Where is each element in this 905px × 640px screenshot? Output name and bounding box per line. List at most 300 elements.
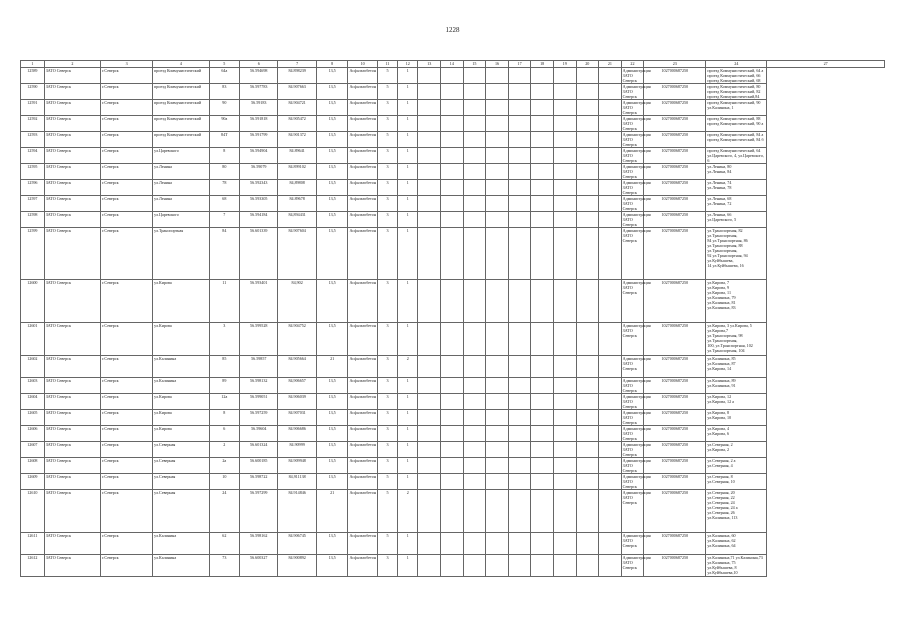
cell-street: ул.Кирова: [153, 426, 209, 442]
cell-empty: [531, 533, 554, 555]
cell-street: ул.Кирова: [153, 280, 209, 323]
cell-empty: [599, 426, 622, 442]
cell-served-addresses: ул.Кирова, 4 ул.Кирова, 6: [706, 426, 767, 442]
cell-empty: [553, 442, 576, 458]
cell-area: 13,5: [316, 442, 348, 458]
cell-area: 13,5: [316, 410, 348, 426]
cell-column-12: 2: [398, 490, 418, 533]
cell-row-id: 12592: [21, 116, 45, 132]
cell-ogrn: 1027000687250: [644, 164, 706, 180]
cell-empty: [418, 280, 441, 323]
cell-street: проезд Коммунистический: [153, 116, 209, 132]
cell-ogrn: 1027000687250: [644, 394, 706, 410]
cell-ogrn: 1027000687250: [644, 196, 706, 212]
col-header: 19: [553, 61, 576, 68]
cell-city: г.Северск: [101, 394, 153, 410]
cell-empty: [531, 164, 554, 180]
cell-row-id: 12603: [21, 378, 45, 394]
cell-city: г.Северск: [101, 196, 153, 212]
cell-ogrn: 1027000687250: [644, 100, 706, 116]
cell-empty: [418, 490, 441, 533]
cell-city: г.Северск: [101, 100, 153, 116]
cell-empty: [576, 474, 599, 490]
cell-empty: [576, 164, 599, 180]
cell-city: г.Северск: [101, 458, 153, 474]
cell-city: г.Северск: [101, 164, 153, 180]
cell-longitude: 84.907031: [278, 410, 316, 426]
cell-city: г.Северск: [101, 442, 153, 458]
cell-empty: [576, 100, 599, 116]
cell-municipality: ЗАТО Северск: [44, 212, 100, 228]
cell-empty: [531, 490, 554, 533]
cell-column-12: 1: [398, 280, 418, 323]
cell-empty: [508, 490, 531, 533]
cell-municipality: ЗАТО Северск: [44, 490, 100, 533]
cell-empty: [553, 555, 576, 577]
cell-street: ул.Северная: [153, 442, 209, 458]
cell-empty: [463, 280, 486, 323]
cell-longitude: 84.906039: [278, 394, 316, 410]
table-row: [21, 180, 885, 196]
cell-empty: [576, 148, 599, 164]
cell-container-count: 3: [377, 180, 397, 196]
cell-column-12: 1: [398, 410, 418, 426]
cell-column-12: 1: [398, 394, 418, 410]
cell-street: проезд Коммунистический: [153, 100, 209, 116]
cell-empty: [486, 180, 509, 196]
cell-latitude: 56.598162: [240, 533, 278, 555]
cell-empty: [553, 426, 576, 442]
cell-empty: [576, 378, 599, 394]
cell-municipality: ЗАТО Северск: [44, 100, 100, 116]
cell-empty: [463, 180, 486, 196]
table-row: [21, 394, 885, 410]
table-row: [21, 323, 885, 356]
cell-column-12: 1: [398, 132, 418, 148]
cell-longitude: 84.909948: [278, 458, 316, 474]
cell-column-12: 1: [398, 555, 418, 577]
cell-empty: [486, 356, 509, 378]
cell-empty: [576, 410, 599, 426]
cell-container-count: 5: [377, 490, 397, 533]
cell-empty: [599, 378, 622, 394]
cell-surface-type: Асфальтобетон: [348, 356, 377, 378]
cell-empty: [441, 68, 464, 84]
cell-longitude: 84,906657: [278, 378, 316, 394]
cell-empty: [441, 164, 464, 180]
col-header: 18: [531, 61, 554, 68]
cell-surface-type: Асфальтобетон: [348, 426, 377, 442]
cell-empty: [508, 212, 531, 228]
cell-empty: [441, 323, 464, 356]
cell-house-number: 2а: [209, 458, 239, 474]
cell-empty: [553, 378, 576, 394]
cell-column-12: 2: [398, 356, 418, 378]
cell-municipality: ЗАТО Северск: [44, 148, 100, 164]
cell-empty: [508, 426, 531, 442]
cell-empty: [531, 442, 554, 458]
cell-longitude: 84.904721: [278, 100, 316, 116]
cell-empty: [486, 196, 509, 212]
cell-empty: [531, 323, 554, 356]
cell-ogrn: 1027000687250: [644, 116, 706, 132]
cell-city: г.Северск: [101, 490, 153, 533]
cell-house-number: 68: [209, 196, 239, 212]
cell-empty: [418, 394, 441, 410]
col-header: 12: [398, 61, 418, 68]
cell-latitude: 56.593401: [240, 280, 278, 323]
cell-area: 13,5: [316, 533, 348, 555]
cell-empty: [463, 132, 486, 148]
cell-house-number: 90a: [209, 116, 239, 132]
cell-surface-type: Асфальтобетон: [348, 196, 377, 212]
cell-house-number: 85: [209, 356, 239, 378]
cell-area: 21: [316, 490, 348, 533]
cell-latitude: 56.597299: [240, 490, 278, 533]
table-row: [21, 196, 885, 212]
cell-empty: [531, 228, 554, 280]
cell-container-count: 5: [377, 132, 397, 148]
cell-row-id: 12590: [21, 84, 45, 100]
cell-latitude: 56.598132: [240, 378, 278, 394]
register-table: [20, 60, 885, 577]
cell-house-number: 80: [209, 164, 239, 180]
cell-empty: [486, 394, 509, 410]
cell-empty: [508, 84, 531, 100]
table-row: [21, 280, 885, 323]
cell-street: ул.Северная: [153, 458, 209, 474]
cell-row-id: 12589: [21, 68, 45, 84]
cell-empty: [576, 68, 599, 84]
cell-column-12: 1: [398, 212, 418, 228]
cell-empty: [418, 426, 441, 442]
cell-empty: [553, 533, 576, 555]
cell-empty: [553, 148, 576, 164]
cell-empty: [463, 68, 486, 84]
cell-container-count: 3: [377, 100, 397, 116]
cell-latitude: 56.597783: [240, 84, 278, 100]
cell-empty: [463, 555, 486, 577]
table-row: [21, 84, 885, 100]
col-header: 20: [576, 61, 599, 68]
cell-served-addresses: ул.Кирова, 7 ул.Кирова, 9 ул.Кирова, 11 ул.Калинина, 79 ул.Калинина, 81 ул.Калинина, 83: [706, 280, 767, 323]
cell-row-id: 12599: [21, 228, 45, 280]
cell-row-id: 12607: [21, 442, 45, 458]
cell-row-id: 12611: [21, 533, 45, 555]
cell-column-12: 1: [398, 378, 418, 394]
cell-empty: [576, 533, 599, 555]
cell-row-id: 12605: [21, 410, 45, 426]
cell-empty: [599, 474, 622, 490]
cell-empty: [463, 148, 486, 164]
table-row: [21, 410, 885, 426]
cell-street: ул.Ленина: [153, 180, 209, 196]
cell-city: г.Северск: [101, 84, 153, 100]
cell-empty: [553, 394, 576, 410]
table-row: [21, 490, 885, 533]
cell-empty: [576, 212, 599, 228]
cell-empty: [508, 555, 531, 577]
cell-area: 13,5: [316, 180, 348, 196]
cell-house-number: 7: [209, 212, 239, 228]
cell-served-addresses: ул.Кирова, 3 ул.Кирова, 5 ул.Кирова,7 ул.Транспортная, 98 ул.Транспортная, 100, ул.Транспортная, 102 ул.Транспортная, 104: [706, 323, 767, 356]
cell-municipality: ЗАТО Северск: [44, 394, 100, 410]
cell-house-number: 78: [209, 180, 239, 196]
table-row: [21, 555, 885, 577]
cell-empty: [486, 426, 509, 442]
col-header: 11: [377, 61, 397, 68]
cell-municipality: ЗАТО Северск: [44, 378, 100, 394]
cell-empty: [418, 356, 441, 378]
cell-house-number: 24: [209, 490, 239, 533]
cell-empty: [463, 490, 486, 533]
cell-row-id: 12610: [21, 490, 45, 533]
cell-city: г.Северск: [101, 180, 153, 196]
cell-served-addresses: ул.Северная, 8 ул.Северная, 10: [706, 474, 767, 490]
cell-organization: Администрация ЗАТО Северск: [622, 196, 651, 211]
table-row: [21, 116, 885, 132]
cell-surface-type: Асфальтобетон: [348, 533, 377, 555]
cell-latitude: 56.601324: [240, 442, 278, 458]
cell-organization: Администрация ЗАТО Северск: [622, 68, 651, 83]
cell-city: г.Северск: [101, 116, 153, 132]
cell-organization: Администрация ЗАТО Северск: [622, 458, 651, 473]
cell-empty: [508, 228, 531, 280]
table-row: [21, 442, 885, 458]
col-header: 24: [706, 61, 767, 68]
cell-street: ул.Транспортная: [153, 228, 209, 280]
table-row: [21, 378, 885, 394]
cell-container-count: 5: [377, 474, 397, 490]
cell-city: г.Северск: [101, 68, 153, 84]
cell-street: проезд Коммунистический: [153, 68, 209, 84]
cell-empty: [463, 84, 486, 100]
cell-house-number: 62: [209, 533, 239, 555]
cell-empty: [418, 180, 441, 196]
cell-latitude: 56.591799: [240, 132, 278, 148]
cell-empty: [531, 378, 554, 394]
cell-municipality: ЗАТО Северск: [44, 442, 100, 458]
cell-empty: [508, 100, 531, 116]
cell-street: ул.Кирова: [153, 323, 209, 356]
cell-municipality: ЗАТО Северск: [44, 84, 100, 100]
cell-empty: [463, 228, 486, 280]
cell-longitude: 84.901372: [278, 132, 316, 148]
cell-empty: [599, 533, 622, 555]
cell-street: проезд Коммунистический: [153, 132, 209, 148]
col-header: 23: [644, 61, 706, 68]
cell-longitude: 84.898239: [278, 68, 316, 84]
cell-served-addresses: ул.Калинина, 85 ул.Калинина, 87 ул.Кирова, 14: [706, 356, 767, 378]
cell-ogrn: 1027000687250: [644, 555, 706, 577]
cell-empty: [553, 410, 576, 426]
cell-column-12: 1: [398, 100, 418, 116]
cell-house-number: 73: [209, 555, 239, 577]
cell-empty: [508, 180, 531, 196]
cell-longitude: 84.90999: [278, 442, 316, 458]
cell-empty: [599, 442, 622, 458]
cell-empty: [531, 555, 554, 577]
table-body: [21, 68, 885, 577]
cell-empty: [553, 212, 576, 228]
cell-surface-type: Асфальтобетон: [348, 164, 377, 180]
cell-empty: [441, 132, 464, 148]
cell-empty: [599, 323, 622, 356]
cell-house-number: 64a: [209, 68, 239, 84]
cell-house-number: 84T: [209, 132, 239, 148]
cell-organization: Администрация ЗАТО Северск: [622, 84, 651, 99]
cell-municipality: ЗАТО Северск: [44, 458, 100, 474]
cell-empty: [418, 228, 441, 280]
cell-empty: [463, 116, 486, 132]
cell-surface-type: Асфальтобетон: [348, 458, 377, 474]
cell-empty: [486, 533, 509, 555]
cell-container-count: 5: [377, 533, 397, 555]
cell-empty: [599, 280, 622, 323]
cell-served-addresses: проезд Коммунистический, 64 ул.Царевского, 4, ул.Царевского, 6: [706, 148, 767, 164]
cell-longitude: 84.899102: [278, 164, 316, 180]
cell-city: г.Северск: [101, 356, 153, 378]
cell-row-id: 12597: [21, 196, 45, 212]
cell-empty: [531, 410, 554, 426]
cell-empty: [531, 148, 554, 164]
cell-container-count: 3: [377, 426, 397, 442]
cell-city: г.Северск: [101, 323, 153, 356]
cell-empty: [576, 490, 599, 533]
cell-column-12: 1: [398, 148, 418, 164]
cell-surface-type: Асфальтобетон: [348, 68, 377, 84]
cell-surface-type: Асфальтобетон: [348, 394, 377, 410]
cell-empty: [418, 442, 441, 458]
cell-organization: Администрация ЗАТО Северск: [622, 132, 651, 147]
cell-municipality: ЗАТО Северск: [44, 228, 100, 280]
cell-municipality: ЗАТО Северск: [44, 180, 100, 196]
cell-container-count: 3: [377, 148, 397, 164]
cell-organization: Администрация ЗАТО Северск: [622, 378, 651, 393]
header-row: [21, 61, 885, 68]
cell-house-number: 83: [209, 84, 239, 100]
cell-organization: Администрация ЗАТО Северск: [622, 474, 651, 489]
cell-organization: Администрация ЗАТО Северск: [622, 164, 651, 179]
cell-empty: [418, 84, 441, 100]
cell-row-id: 12609: [21, 474, 45, 490]
cell-house-number: 90: [209, 100, 239, 116]
cell-empty: [508, 378, 531, 394]
cell-empty: [531, 426, 554, 442]
col-header: 8: [316, 61, 348, 68]
cell-city: г.Северск: [101, 132, 153, 148]
table-row: [21, 148, 885, 164]
cell-row-id: 12593: [21, 132, 45, 148]
cell-longitude: 84.907663: [278, 84, 316, 100]
cell-municipality: ЗАТО Северск: [44, 116, 100, 132]
cell-empty: [418, 132, 441, 148]
cell-area: 13,5: [316, 323, 348, 356]
cell-empty: [599, 84, 622, 100]
cell-empty: [441, 490, 464, 533]
cell-empty: [463, 196, 486, 212]
cell-city: г.Северск: [101, 426, 153, 442]
cell-empty: [441, 533, 464, 555]
cell-area: 13,5: [316, 228, 348, 280]
cell-empty: [599, 180, 622, 196]
cell-empty: [486, 458, 509, 474]
cell-empty: [599, 212, 622, 228]
cell-empty: [531, 196, 554, 212]
cell-served-addresses: ул.Северная, 2 а ул.Северная, 4: [706, 458, 767, 474]
cell-municipality: ЗАТО Северск: [44, 474, 100, 490]
cell-empty: [441, 458, 464, 474]
cell-empty: [463, 474, 486, 490]
cell-empty: [553, 228, 576, 280]
cell-ogrn: 1027000687250: [644, 132, 706, 148]
cell-area: 13,5: [316, 100, 348, 116]
cell-city: г.Северск: [101, 280, 153, 323]
cell-column-12: 1: [398, 228, 418, 280]
cell-city: г.Северск: [101, 378, 153, 394]
cell-empty: [531, 280, 554, 323]
cell-empty: [463, 378, 486, 394]
cell-surface-type: Асфальтобетон: [348, 228, 377, 280]
cell-city: г.Северск: [101, 555, 153, 577]
cell-municipality: ЗАТО Северск: [44, 533, 100, 555]
cell-municipality: ЗАТО Северск: [44, 410, 100, 426]
col-header: 4: [153, 61, 209, 68]
cell-column-12: 1: [398, 84, 418, 100]
table-row: [21, 426, 885, 442]
cell-house-number: 89: [209, 378, 239, 394]
cell-ogrn: 1027000687250: [644, 410, 706, 426]
cell-area: 13,5: [316, 280, 348, 323]
cell-served-addresses: ул.Ленина, 74 ул.Ленина, 78: [706, 180, 767, 196]
cell-municipality: ЗАТО Северск: [44, 323, 100, 356]
table-row: [21, 100, 885, 116]
cell-latitude: 56.59857: [240, 356, 278, 378]
cell-row-id: 12598: [21, 212, 45, 228]
cell-empty: [508, 394, 531, 410]
cell-container-count: 3: [377, 280, 397, 323]
cell-area: 13,5: [316, 394, 348, 410]
cell-organization: Администрация ЗАТО Северск: [621, 555, 644, 577]
cell-empty: [576, 132, 599, 148]
cell-empty: [599, 164, 622, 180]
cell-city: г.Северск: [101, 228, 153, 280]
cell-municipality: ЗАТО Северск: [44, 196, 100, 212]
cell-empty: [599, 410, 622, 426]
cell-empty: [531, 212, 554, 228]
cell-empty: [441, 378, 464, 394]
cell-empty: [553, 84, 576, 100]
cell-house-number: 8: [209, 148, 239, 164]
cell-surface-type: Асфальтобетон: [348, 116, 377, 132]
cell-longitude: 84,911138: [278, 474, 316, 490]
cell-surface-type: Асфальтобетон: [348, 212, 377, 228]
cell-empty: [441, 280, 464, 323]
cell-empty: [463, 533, 486, 555]
cell-container-count: 5: [377, 68, 397, 84]
cell-latitude: 56.598722: [240, 474, 278, 490]
cell-empty: [576, 280, 599, 323]
cell-row-id: 12608: [21, 458, 45, 474]
cell-served-addresses: ул.Кирова, 8 ул.Кирова, 10: [706, 410, 767, 426]
cell-ogrn: 1027000687250: [644, 458, 706, 474]
cell-empty: [463, 458, 486, 474]
cell-empty: [418, 555, 441, 577]
cell-area: 13,5: [316, 196, 348, 212]
col-header: 14: [441, 61, 464, 68]
cell-latitude: 56.592343: [240, 180, 278, 196]
cell-empty: [441, 474, 464, 490]
